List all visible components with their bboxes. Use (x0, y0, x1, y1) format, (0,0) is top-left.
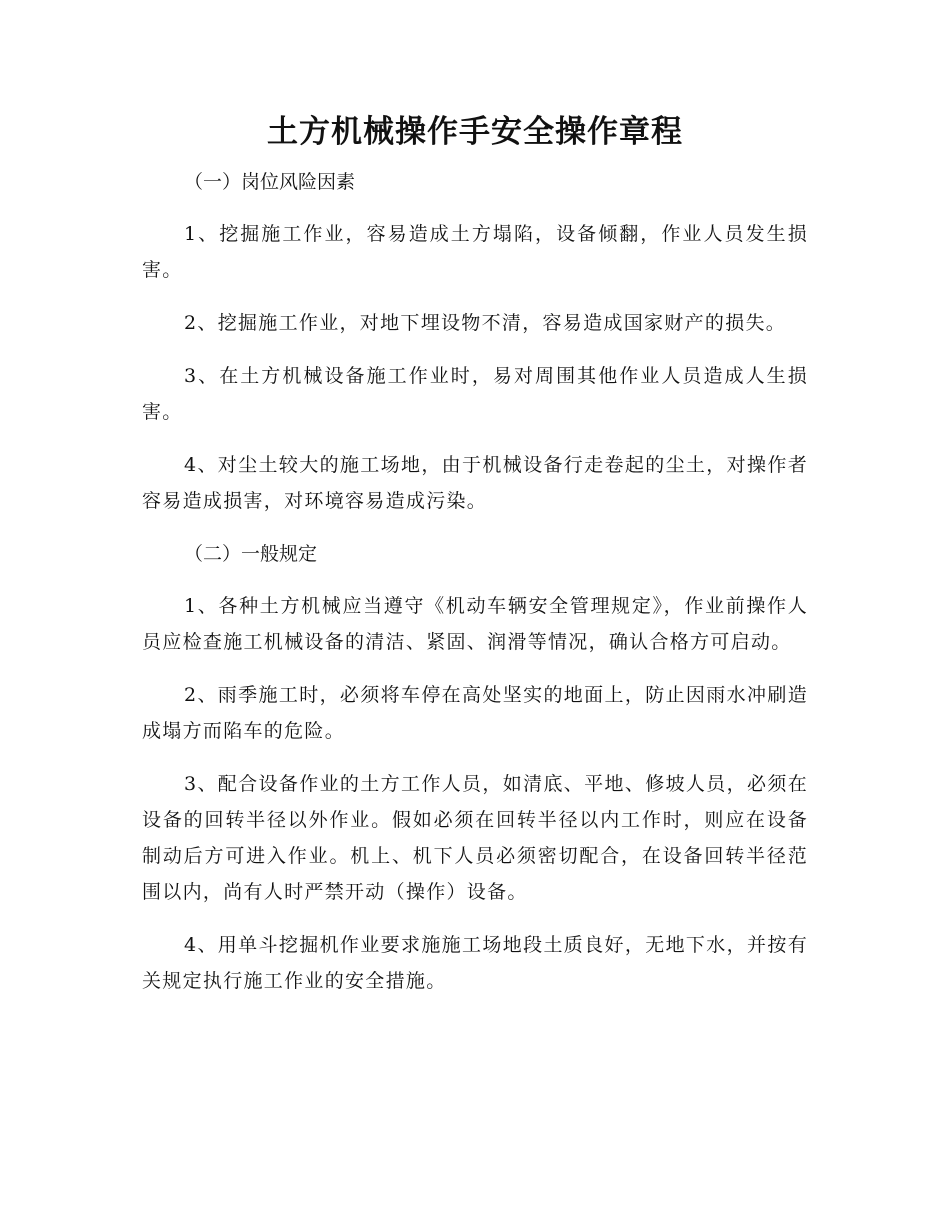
rule-item-4: 4、用单斗挖掘机作业要求施施工场地段土质良好，无地下水，并按有关规定执行施工作业的安全措施。 (142, 934, 808, 992)
document-title: 土方机械操作手安全操作章程 (267, 114, 683, 150)
rule-item-3: 3、配合设备作业的土方工作人员，如清底、平地、修坡人员，必须在设备的回转半径以外作业。假如必须在回转半径以内工作时，则应在设备制动后方可进入作业。机上、机下人员必须密切配合，在设备回转半径范围以内，尚有人时严禁开动（操作）设备。 (142, 773, 808, 903)
section-heading-general-rules: （二）一般规定 (184, 543, 318, 565)
risk-item-2: 2、挖掘施工作业，对地下埋设物不清，容易造成国家财产的损失。 (184, 312, 787, 334)
section-heading-risk-factors: （一）岗位风险因素 (184, 171, 356, 193)
risk-item-3: 3、在土方机械设备施工作业时，易对周围其他作业人员造成人生损害。 (142, 365, 808, 423)
document-page (142, 108, 808, 999)
risk-item-1: 1、挖掘施工作业，容易造成土方塌陷，设备倾翻，作业人员发生损害。 (142, 223, 808, 281)
risk-item-4: 4、对尘土较大的施工场地，由于机械设备行走卷起的尘土，对操作者容易造成损害，对环境容易造成污染。 (142, 454, 808, 512)
rule-item-2: 2、雨季施工时，必须将车停在高处坚实的地面上，防止因雨水冲刷造成塌方而陷车的危险。 (142, 684, 808, 742)
rule-item-1: 1、各种土方机械应当遵守《机动车辆安全管理规定》，作业前操作人员应检查施工机械设备的清洁、紧固、润滑等情况，确认合格方可启动。 (142, 595, 808, 653)
